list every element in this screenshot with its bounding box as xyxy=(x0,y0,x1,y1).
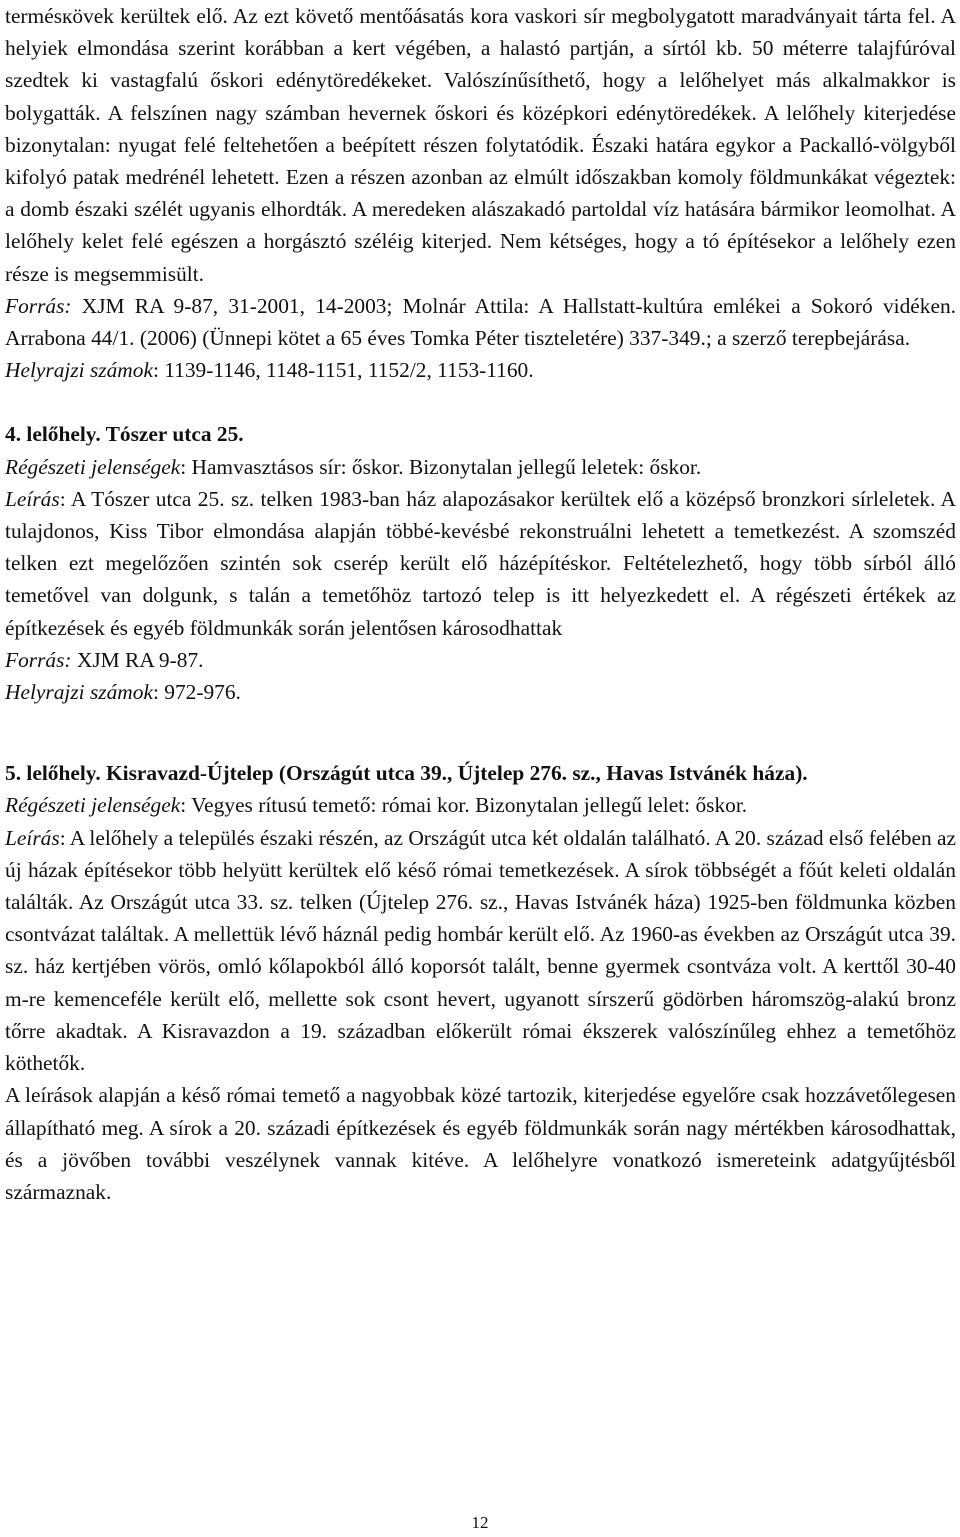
site4-source xyxy=(5,644,956,676)
site5-summary: A leírások alapján a késő római temető a nagyobbak közé tartozik, kiterjedése egyelőre csak hozzávetőlegesen állapítható meg. A sírok a 20. századi építkezések és egyéb földmunkák során nagy mértékben károsodhattak, és a jövőben további veszélynek vannak kitéve. A lelőhelyre vonatkozó ismereteink adatgyűjtésből származnak. xyxy=(5,1083,956,1204)
parcels-label: Helyrajzi számok xyxy=(5,358,153,383)
description-text: : A lelőhely a település északi részén, az Országút utca két oldalán található. A 20. század első felében az új házak építésekor több helyütt kerültek elő késő római temetkezések. A sírok többségét a főút keleti oldalán találták. Az Országút utca 33. sz. telken (Újtelep 276. sz., Havas Istvánék háza) 1925-ben földmunka közben csontvázat találtak. A mellettük lévő háznál pedig hombár került elő. Az 1960-as években az Országút utca 39. sz. ház kertjében vörös, omló kőlapokból álló koporsót talált, benne gyermek csontváza volt. A kerttől 30-40 m-re kemenceféle került elő, mellette sok csont hevert, ugyanott sírszerű gödörben háromszög-alakú bronz tőrre akadtak. A Kisravazdon a 19. században előkerült római ékszerek valószínűleg ehhez a temetőhöz köthetők. xyxy=(5,825,956,1076)
source-text: XJM RA 9-87. xyxy=(71,647,204,672)
source-label: Forrás: xyxy=(5,293,72,318)
description-label: Leírás xyxy=(5,486,60,511)
features-text: : Vegyes rítusú temető: római kor. Bizonytalan jellegű lelet: őskor. xyxy=(180,793,748,818)
site5-heading: 5. lelőhely. Kisravazd-Újtelep (Országút utca 39., Újtelep 276. sz., Havas Istvánék háza). xyxy=(5,761,808,786)
source-text: XJM RA 9-87, 31-2001, 14-2003; Molnár Attila: A Hallstatt-kultúra emlékei a Sokoró vidéken. Arrabona 44/1. (2006) (Ünnepi kötet a 65 éves Tomka Péter tiszteletére) 337-349.; a szerző terepbejárása. xyxy=(5,293,956,351)
section-gap xyxy=(5,708,956,757)
intro-parcels xyxy=(5,354,956,386)
features-label: Régészeti jelenségek xyxy=(5,793,181,818)
description-label: Leírás xyxy=(5,825,60,850)
parcels-text: : 972-976. xyxy=(152,680,241,705)
site5-description xyxy=(5,822,956,1080)
site4-description xyxy=(5,483,956,644)
site4-heading: 4. lelőhely. Tószer utca 25. xyxy=(5,422,244,447)
site4-parcels xyxy=(5,676,956,708)
description-text: : A Tószer utca 25. sz. telken 1983-ban ház alapozásakor kerültek elő a középső bronzkori sírleletek. A tulajdonos, Kiss Tibor elmondása alapján többé-kevésbé rekonstruálni lehetett a temetkezést. A szomszéd telken ezt megelőzően szintén sok cserép került elő házépítéskor. Feltételezhető, hogy több sírból álló temetővel van dolgunk, s talán a temetőhöz tartozó telep is itt helyezkedett el. A régészeti értékek az építkezések és egyéb földmunkák során jelentősen károsodhattak xyxy=(5,486,956,640)
features-label: Régészeti jelenségek xyxy=(5,454,181,479)
features-text: : Hamvasztásos sír: őskor. Bizonytalan jellegű leletek: őskor. xyxy=(180,454,702,479)
section-gap xyxy=(5,386,956,418)
parcels-text: : 1139-1146, 1148-1151, 1152/2, 1153-1160. xyxy=(152,358,534,383)
document-page xyxy=(5,0,956,1208)
site5-features xyxy=(5,789,956,821)
page-number: 12 xyxy=(471,1513,489,1532)
parcels-label: Helyrajzi számok xyxy=(5,680,153,705)
intro-source xyxy=(5,290,956,354)
site4-features xyxy=(5,451,956,483)
source-label: Forrás: xyxy=(5,647,72,672)
intro-paragraph: termésкövek kerültek elő. Az ezt követő mentőásatás kora vaskori sír megbolygatott maradványait tárta fel. A helyiek elmondása szerint korábban a kert végében, a halastó partján, a sírtól kb. 50 méterre talajfúróval szedtek ki vastagfalú őskori edénytöredékeket. Valószínűsíthető, hogy a lelőhelyet más alkalmakkor is bolygatták. A felszínen nagy számban hevernek őskori és középkori edénytöredékek. A lelőhely kiterjedése bizonytalan: nyugat felé feltehetően a beépített részen folytatódik. Északi határa egykor a Packalló-völgyből kifolyó patak medrénél lehetett. Ezen a részen azonban az elmúlt időszakban komoly földmunkákat végeztek: a domb északi szélét ugyanis elhordták. A meredeken alászakadó partoldal víz hatására bármikor leomolhat. A lelőhely kelet felé egészen a horgásztó széléig kiterjed. Nem kétséges, hogy a tó építésekor a lelőhely ezen része is megsemmisült. xyxy=(5,4,956,286)
